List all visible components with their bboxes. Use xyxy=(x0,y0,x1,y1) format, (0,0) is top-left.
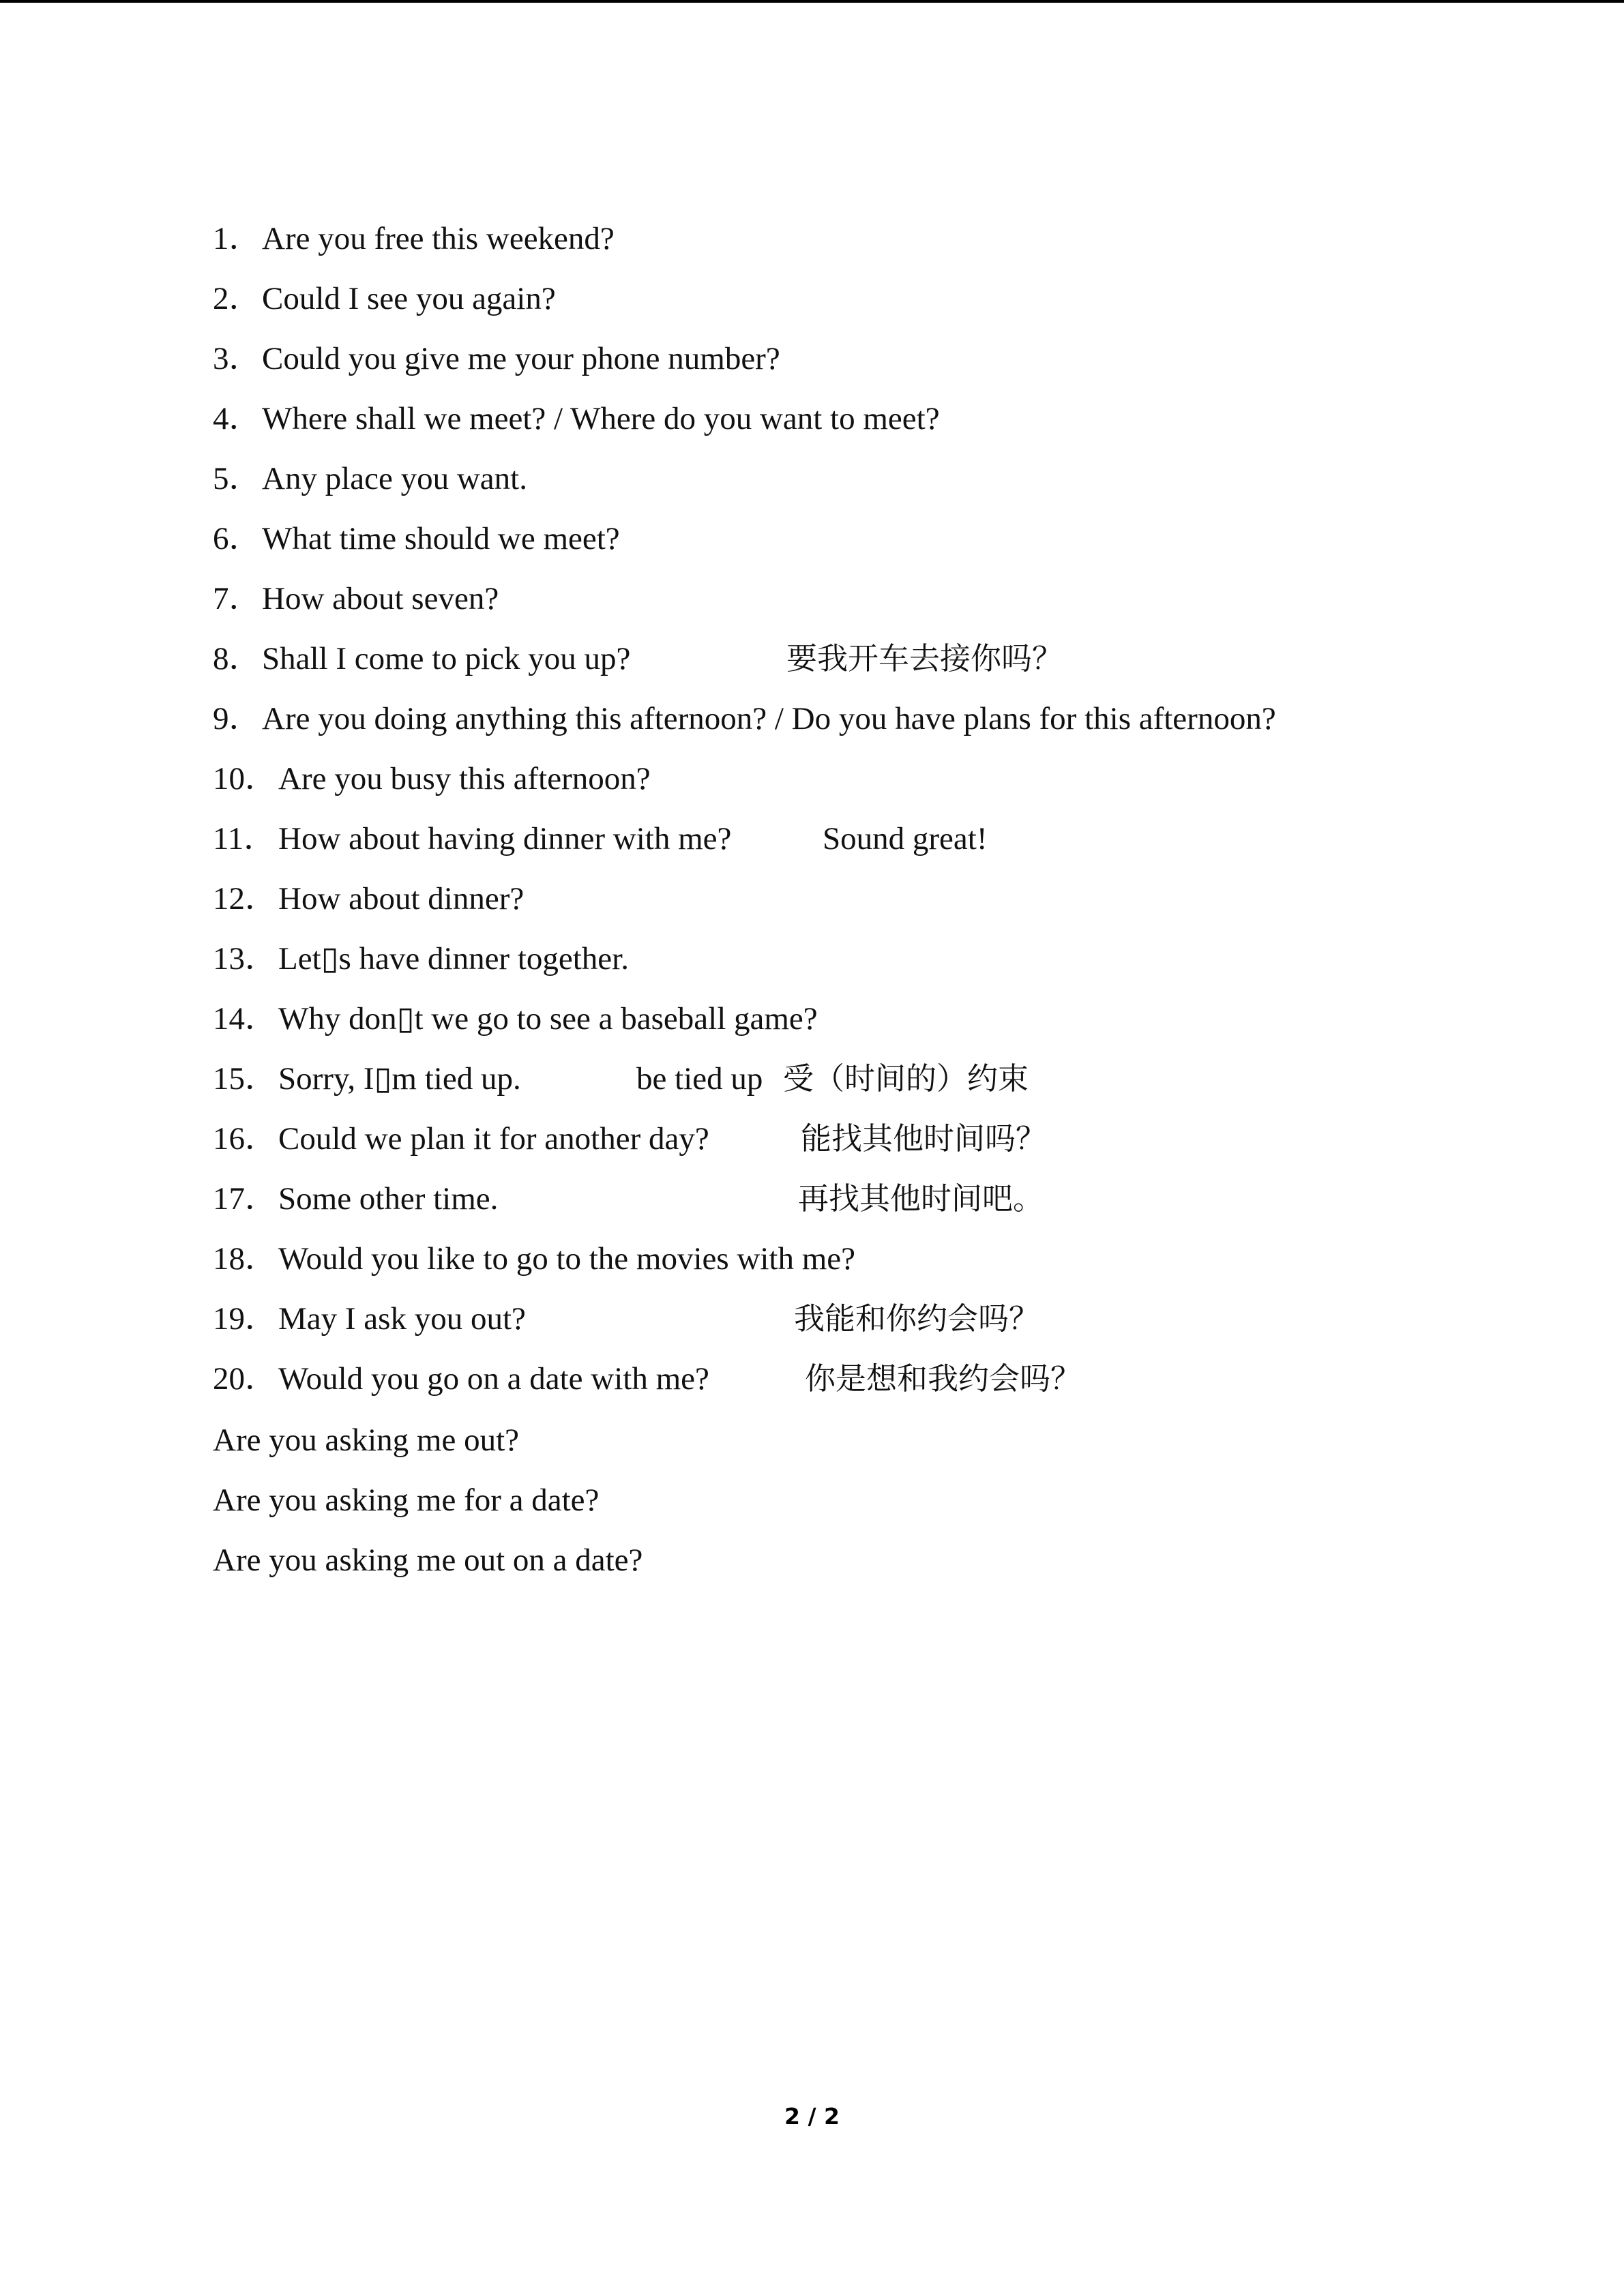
item-number: 8． xyxy=(213,641,261,676)
list-item xyxy=(213,1349,1099,1409)
item-translation: 再找其他时间吧。 xyxy=(798,1180,1044,1217)
item-text: Are you busy this afternoon? xyxy=(278,761,651,796)
item-number: 12． xyxy=(213,881,277,916)
list-item xyxy=(213,389,940,449)
item-text: Sorry, I▯m tied up. xyxy=(278,1061,521,1097)
item-text: What time should we meet? xyxy=(262,521,620,556)
item-translation: 能找其他时间吗？ xyxy=(801,1120,1047,1157)
extra-line: Are you asking me out on a date? xyxy=(213,1542,643,1578)
item-number: 18． xyxy=(213,1241,277,1277)
list-item xyxy=(213,689,1276,749)
list-item xyxy=(213,1109,1099,1169)
list-item xyxy=(213,329,780,389)
list-item xyxy=(213,1049,1099,1109)
item-text: How about having dinner with me? xyxy=(278,821,732,856)
item-number: 10． xyxy=(213,761,277,796)
list-item xyxy=(213,449,527,509)
item-number: 15． xyxy=(213,1061,277,1097)
item-number: 17． xyxy=(213,1181,277,1217)
list-item xyxy=(213,269,556,329)
list-item xyxy=(213,929,629,989)
list-item xyxy=(213,509,620,569)
item-text: Let▯s have dinner together. xyxy=(278,941,629,976)
extra-line: Are you asking me out? xyxy=(213,1422,520,1458)
item-number: 13． xyxy=(213,941,277,976)
item-text: May I ask you out? xyxy=(278,1301,526,1337)
item-text: How about dinner? xyxy=(278,881,525,916)
item-text: Could we plan it for another day? xyxy=(278,1121,709,1157)
item-number: 16． xyxy=(213,1121,277,1157)
list-item xyxy=(213,569,499,629)
item-text: Where shall we meet? / Where do you want to meet? xyxy=(262,401,940,436)
item-text: Why don▯t we go to see a baseball game? xyxy=(278,1001,818,1037)
item-text: Could I see you again? xyxy=(262,281,556,316)
item-text: How about seven? xyxy=(262,581,499,616)
list-item xyxy=(213,1289,1099,1349)
item-translation: 要我开车去接你吗？ xyxy=(786,640,1063,676)
list-item xyxy=(213,629,1099,689)
item-number: 5． xyxy=(213,461,261,496)
item-number: 1． xyxy=(213,221,261,256)
item-translation: 我能和你约会吗？ xyxy=(794,1300,1040,1337)
item-number: 4． xyxy=(213,401,261,436)
item-text: Are you free this weekend? xyxy=(262,221,615,256)
item-number: 14． xyxy=(213,1001,277,1037)
item-translation: 受（时间的）约束 xyxy=(783,1060,1029,1097)
item-translation: 你是想和我约会吗？ xyxy=(805,1360,1082,1397)
list-item xyxy=(213,1169,1099,1229)
list-item xyxy=(213,809,1099,869)
item-text: Some other time. xyxy=(278,1181,499,1217)
item-number: 11． xyxy=(213,821,276,856)
item-text: Could you give me your phone number? xyxy=(262,341,780,376)
item-phrase: be tied up xyxy=(636,1061,763,1097)
list-item xyxy=(213,989,818,1049)
item-text: Would you go on a date with me? xyxy=(278,1361,709,1397)
extra-line: Are you asking me for a date? xyxy=(213,1482,600,1518)
item-text: Are you doing anything this afternoon? / Do you have plans for this afternoon? xyxy=(262,701,1276,736)
item-number: 7． xyxy=(213,581,261,616)
item-number: 6． xyxy=(213,521,261,556)
list-item xyxy=(213,1229,855,1289)
page-number: 2 / 2 xyxy=(784,2103,840,2130)
item-number: 19． xyxy=(213,1301,277,1337)
item-number: 3． xyxy=(213,341,261,376)
item-text: Would you like to go to the movies with me? xyxy=(278,1241,856,1277)
item-text: Shall I come to pick you up? xyxy=(262,641,631,676)
item-number: 2． xyxy=(213,281,261,316)
list-item xyxy=(213,749,651,809)
item-number: 20． xyxy=(213,1361,277,1397)
item-number: 9． xyxy=(213,701,261,736)
list-item xyxy=(213,209,615,269)
item-response: Sound great! xyxy=(823,821,988,856)
list-item xyxy=(213,869,524,929)
item-text: Any place you want. xyxy=(262,461,527,496)
